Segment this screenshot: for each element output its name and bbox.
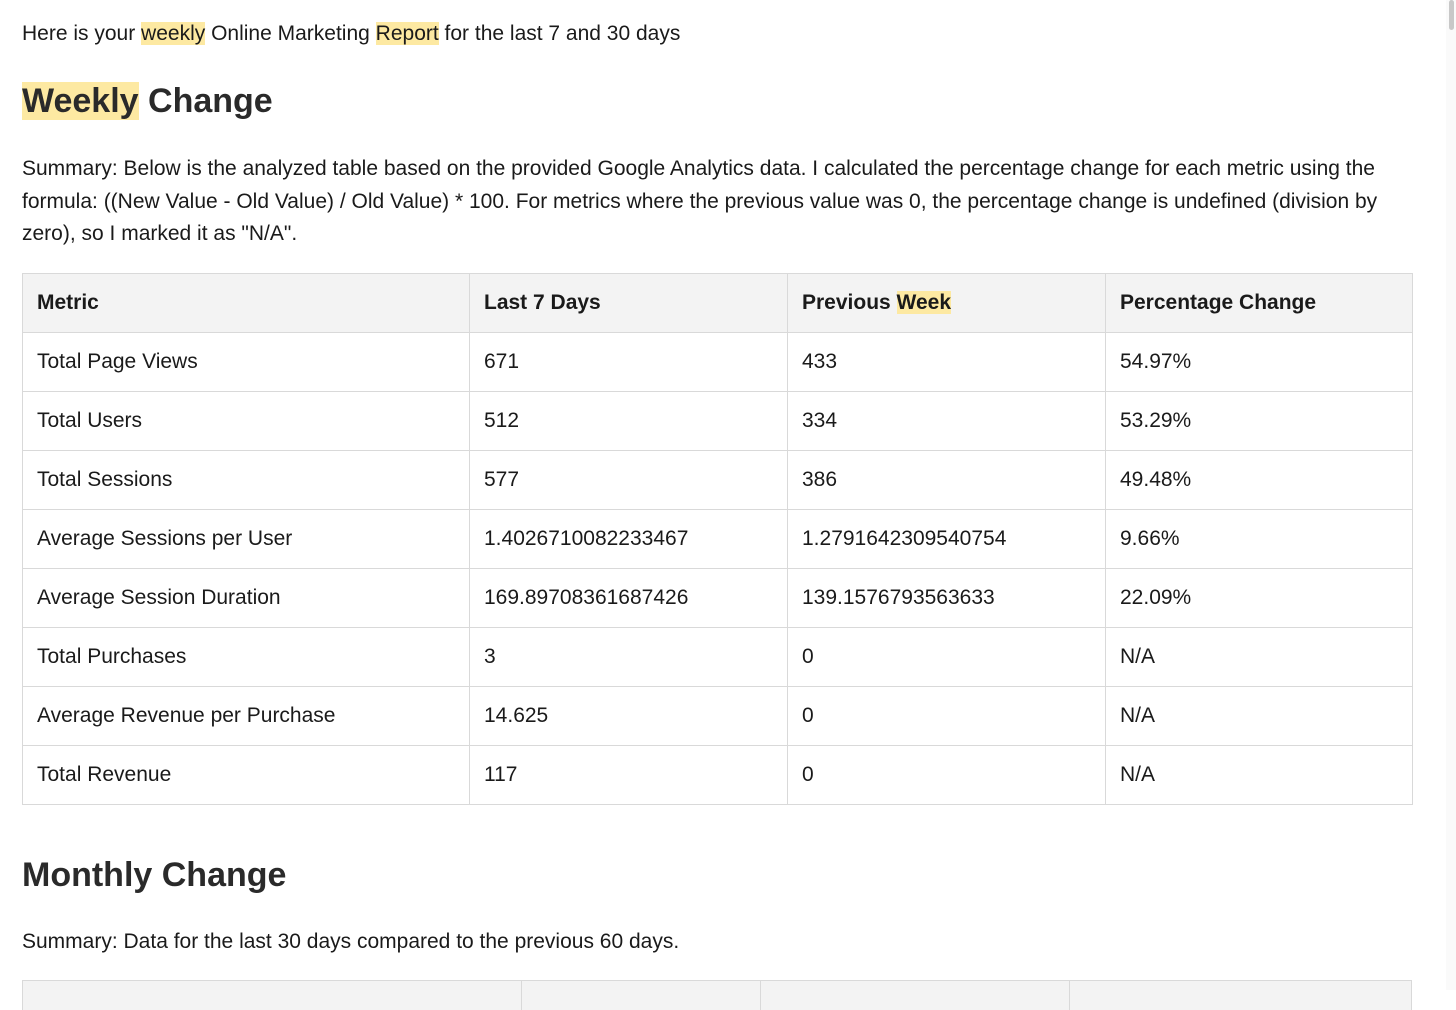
table-row (23, 628, 1413, 687)
cell-previous-week: 0 (788, 687, 1106, 746)
highlight-report: Report (375, 22, 439, 45)
cell-previous-week: 433 (788, 333, 1106, 392)
cell-metric: Total Revenue (23, 746, 470, 805)
table-column-divider (521, 981, 522, 1010)
cell-percentage-change: N/A (1106, 628, 1413, 687)
cell-metric: Total Users (23, 392, 470, 451)
header-last-7-days: Last 7 Days (470, 274, 788, 333)
intro-text (22, 20, 680, 48)
header-previous-week (788, 274, 1106, 333)
weekly-change-table (22, 273, 1413, 805)
cell-percentage-change: 9.66% (1106, 510, 1413, 569)
header-previous-label: Previous (802, 291, 897, 314)
table-row (23, 746, 1413, 805)
header-percentage-change: Percentage Change (1106, 274, 1413, 333)
cell-percentage-change: 22.09% (1106, 569, 1413, 628)
cell-previous-week: 1.2791642309540754 (788, 510, 1106, 569)
cell-metric: Total Page Views (23, 333, 470, 392)
table-column-divider (760, 981, 761, 1010)
vertical-scrollbar[interactable] (1446, 0, 1456, 990)
table-row (23, 569, 1413, 628)
monthly-change-heading: Monthly Change (22, 856, 287, 894)
cell-percentage-change: N/A (1106, 746, 1413, 805)
cell-percentage-change: 53.29% (1106, 392, 1413, 451)
cell-percentage-change: N/A (1106, 687, 1413, 746)
highlight-weekly-heading: Weekly (22, 82, 139, 120)
cell-metric: Average Session Duration (23, 569, 470, 628)
cell-last-7-days: 671 (470, 333, 788, 392)
cell-previous-week: 334 (788, 392, 1106, 451)
intro-part-3: for the last 7 and 30 days (438, 22, 681, 45)
table-header-row (23, 274, 1413, 333)
cell-previous-week: 386 (788, 451, 1106, 510)
weekly-heading-rest: Change (138, 82, 273, 120)
cell-percentage-change: 49.48% (1106, 451, 1413, 510)
table-row (23, 392, 1413, 451)
cell-last-7-days: 3 (470, 628, 788, 687)
cell-metric: Average Revenue per Purchase (23, 687, 470, 746)
weekly-change-heading (22, 81, 273, 121)
cell-last-7-days: 117 (470, 746, 788, 805)
table-row (23, 510, 1413, 569)
highlight-week: Week (896, 291, 952, 314)
cell-last-7-days: 512 (470, 392, 788, 451)
header-metric: Metric (23, 274, 470, 333)
cell-metric: Total Sessions (23, 451, 470, 510)
intro-part-1: Here is your (22, 22, 142, 45)
intro-part-2: Online Marketing (205, 22, 376, 45)
highlight-weekly: weekly (141, 22, 206, 45)
table-row (23, 451, 1413, 510)
monthly-change-table (22, 980, 1412, 1010)
cell-percentage-change: 54.97% (1106, 333, 1413, 392)
cell-last-7-days: 14.625 (470, 687, 788, 746)
table-row (23, 333, 1413, 392)
cell-previous-week: 139.1576793563633 (788, 569, 1106, 628)
table-row (23, 687, 1413, 746)
cell-previous-week: 0 (788, 746, 1106, 805)
table-column-divider (1069, 981, 1070, 1010)
cell-previous-week: 0 (788, 628, 1106, 687)
cell-metric: Average Sessions per User (23, 510, 470, 569)
cell-last-7-days: 169.89708361687426 (470, 569, 788, 628)
monthly-summary: Summary: Data for the last 30 days compared to the previous 60 days. (22, 930, 680, 953)
cell-metric: Total Purchases (23, 628, 470, 687)
weekly-summary: Summary: Below is the analyzed table based on the provided Google Analytics data. I calculated the percentage change for each metric using the formula: ((New Value - Old Value) / Old Value) * 100. For metrics where the previous value was 0, the percentage change is undefined (division by zero), so I marked it as "N/A". (22, 157, 1378, 245)
cell-last-7-days: 1.4026710082233467 (470, 510, 788, 569)
scrollbar-thumb[interactable] (1449, 0, 1454, 30)
cell-last-7-days: 577 (470, 451, 788, 510)
